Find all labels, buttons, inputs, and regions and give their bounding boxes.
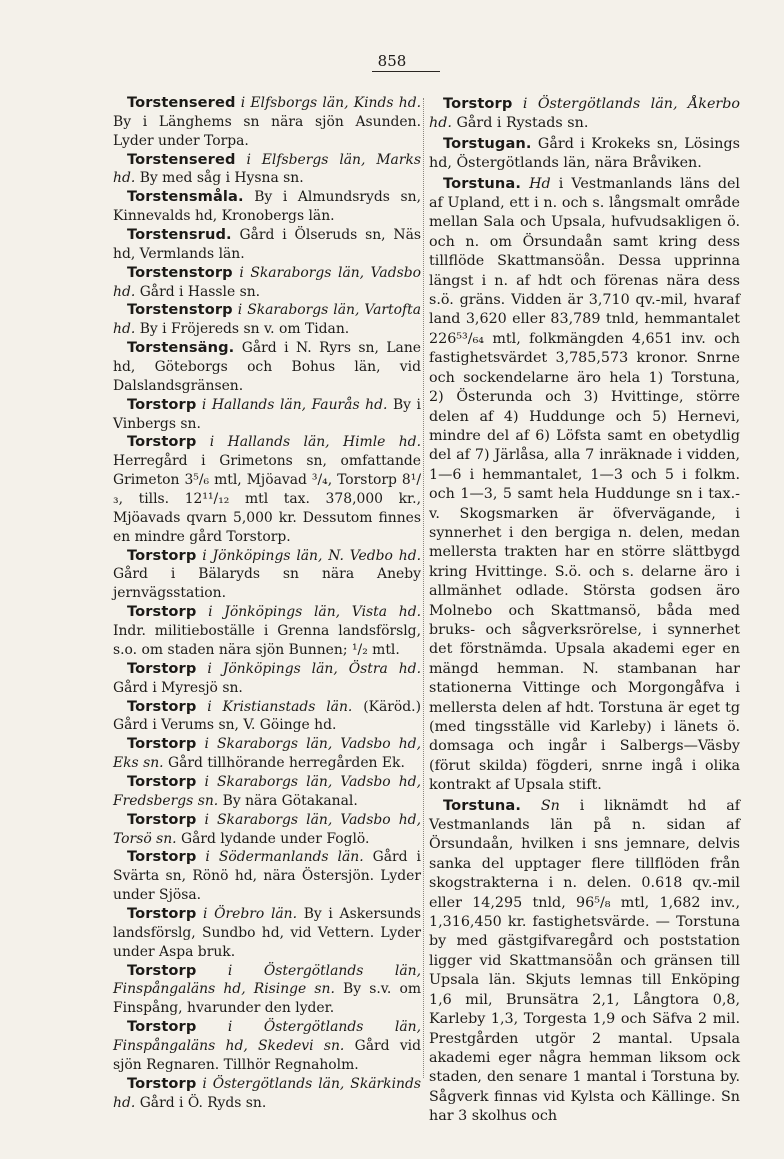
entry-text: i liknämdt hd af Vestmanlands län på n. sidan af Örsundaån, hvilken i sns jemnare, delvis sanka del upptager flere tillflöden från skogstrakterna i n. delen. 0.618 qv.-mil eller 14,295 tnld, 96⁵/₈ mtl, 1,682 inv., 1,316,450 kr. fastighetsvärde. — Torstuna by med gästgifvaregård och poststation ligger vid Skattmansöån och gränsen till Upsala län. Skjuts lemnas till Enköping 1,6 mil, Brunsätra 2,1, Långtora 0,8, Karleby 1,3, Torgesta 1,9 och Säfva 2 mil. Prestgården utgör 2 mantal. Upsala akademi eger några hemman liksom ock staden, den senare 1 mantal i Torstuna by. Sågverk finnas vid Kylsta och Källinge. Sn har 3 skolhus och (429, 797, 741, 1125)
entry-headword: Torstensered (127, 94, 236, 111)
entry-headword: Torstensäng. (127, 339, 235, 357)
entry-location: i Östergötlands län, Åkerbo hd. (429, 96, 741, 132)
entry (113, 698, 421, 736)
entry-text: By i Fröjereds sn v. om Tidan. (139, 321, 350, 338)
right-column (429, 94, 740, 1127)
entry-location: i Skaraborgs län, Vadsbo hd, Torsö sn. (113, 811, 421, 847)
entry-text: Gård tillhörande herregården Ek. (168, 755, 405, 772)
entry-headword: Torstorp (127, 546, 197, 564)
entry-headword: Torstensrud. (127, 226, 232, 244)
entry-text: Gård i Rystads sn. (456, 115, 589, 132)
entry-location: i Kristianstads län. (207, 698, 353, 715)
header-rule (372, 71, 440, 72)
entry-headword: Torstorp (127, 810, 197, 828)
entry-text: Gård i Bälaryds sn nära Aneby jernvägsstation. (113, 566, 421, 602)
entry (113, 773, 421, 811)
entry-headword: Torstorp (127, 961, 197, 979)
entry (113, 603, 421, 660)
entry-headword: Torstorp (127, 603, 197, 621)
entry (113, 811, 421, 849)
entry-text: Indr. militieboställe i Grenna landsförslg, s.o. om staden nära sjön Bunnen; ¹/₂ mtl. (113, 623, 421, 658)
entry (429, 134, 740, 174)
entry (429, 94, 740, 134)
entry-location: i Östergötlands län, Finspångaläns hd, Skedevi sn. (113, 1019, 421, 1054)
entry-text: By s.v. om Finspång, hvarunder den lyder. (113, 981, 421, 1017)
entry-location: Sn (540, 797, 560, 814)
entry-headword: Torstuna. (443, 796, 521, 814)
entry-location: i Jönköpings län, Vista hd. (208, 604, 421, 621)
entry-text: By i Askersunds landsförslg, Sundbo hd, vid Vettern. Lyder under Aspa bruk. (113, 905, 422, 960)
entry-location: i Östergötlands län, Skärkinds hd. (113, 1075, 421, 1111)
entry-location: Hd (529, 175, 551, 192)
entry (113, 264, 421, 302)
entry (113, 226, 421, 264)
entry-headword: Torstorp (127, 433, 197, 451)
entry-headword: Torstorp (127, 395, 197, 413)
entry-text: Gård i Ölseruds sn, Näs hd, Vermlands län. (113, 227, 421, 262)
entry-location: i Skaraborgs län, Vartofta hd. (113, 302, 421, 338)
entry-text: (Käröd.) Gård i Verums sn, V. Göinge hd. (113, 698, 421, 734)
entry-location: i Skaraborgs län, Vadsbo hd. (113, 264, 421, 300)
entry-headword: Torstensmåla. (127, 188, 244, 206)
entry-text: Gård i Myresjö sn. (113, 679, 243, 696)
entry (113, 905, 421, 962)
entry-text: Gård i Krokeks sn, Lösings hd, Östergötlands län, nära Bråviken. (429, 135, 740, 172)
entry-headword: Torstensered (127, 150, 236, 168)
entry-text: By med såg i Hysna sn. (139, 170, 304, 187)
entry-text: Gård i N. Ryrs sn, Lane hd, Göteborgs och Bohus län, vid Dalslandsgränsen. (113, 340, 421, 394)
entry (113, 962, 421, 1019)
entry (113, 735, 421, 773)
entry-headword: Torstorp (127, 904, 197, 922)
entry (113, 339, 421, 396)
entry-text: By nära Götakanal. (222, 792, 358, 809)
entry-location: i Skaraborgs län, Vadsbo hd, Fredsbergs sn. (113, 773, 421, 809)
entry (429, 174, 740, 796)
entry-headword: Torstorp (443, 95, 513, 112)
entry-location: i Södermanlands län. (205, 849, 364, 866)
entry-location: i Jönköpings län, N. Vedbo hd. (202, 547, 422, 564)
entry (113, 1018, 421, 1075)
entry-headword: Torstorp (127, 1018, 197, 1036)
entry (113, 1075, 421, 1113)
entry-text: By i Almundsryds sn, Kinnevalds hd, Kronobergs län. (113, 189, 421, 225)
column-divider (423, 98, 424, 1078)
entry-headword: Torstenstorp (127, 263, 233, 281)
entry-location: i Örebro län. (203, 905, 298, 922)
entry (113, 660, 421, 698)
entry-text: i Vestmanlands läns del af Upland, ett i n. och s. långsmalt område mellan Sala och Upsala, hufvudsakligen ö. och n. om Örsundaån samt kring dess tillflöde Skattmansöån. Dessa upprinna längst i n. af hdt och förenas nära dess s.ö. gräns. Vidden är 3,710 qv.-mil, hvaraf land 3,620 eller 83,789 tnld, hemmantalet 226⁵³/₆₄ mtl, folkmängden 4,651 inv. och fastighetsvärdet 3,785,573 kronor. Snrne och sockendelarne äro hela 1) Torstuna, 2) Österunda och 3) Hvittinge, större delen af 4) Huddunge och 5) Hernevi, mindre del af 6) Löfsta samt en obetydlig del af 7) Järlåsa, alla 7 inräknade i vidden, 1—6 i hemmantalet, 1—3 och 5 i folkm. och 1—3, 5 samt hela Huddunge sn i tax.-v. Skogsmarken är öfvervägande, i synnerhet i den bergiga n. delen, medan mellersta trakten har en större slättbygd kring Hvittinge. S.ö. och s. delarne äro i allmänhet odlade. Största godsen äro Molnebo och Skattmansö, båda med bruks- och sågverksrörelse, i synnerhet det förstnämda. Upsala akademi eger en mängd hemman. N. stambanan har stationerna Vittinge och Morgongåfva i mellersta delen af hdt. Torstuna är eget tg (med tingsställe vid Karleby) i länets ö. domsaga och ingår i Salbergs—Väsby (förut skilda) fögderi, snrne ingå i olika kontrakt af Upsala stift. (429, 175, 741, 794)
entry-headword: Torstorp (127, 735, 197, 753)
entry-text: Gård i Ö. Ryds sn. (139, 1094, 267, 1111)
entry-location: i Elfsborgs län, Kinds hd. (240, 95, 421, 111)
entry-headword: Torstuna. (443, 174, 521, 192)
entry (113, 547, 421, 604)
entry-text: Gård i Svärta sn, Rönö hd, nära Östersjön. Lyder under Sjösa. (113, 849, 421, 904)
entry-headword: Torstugan. (443, 134, 532, 152)
entry (429, 796, 740, 1127)
entry-location: i Elfsbergs län, Marks hd. (113, 151, 422, 187)
entry-location: i Östergötlands län, Finspångaläns hd, Risinge sn. (113, 962, 421, 998)
entry-text: By i Länghems sn nära sjön Asunden. Lyder under Torpa. (113, 113, 421, 149)
entry-headword: Torstorp (127, 1074, 197, 1092)
entry (113, 151, 421, 189)
entry (113, 848, 421, 905)
entry-text: Gård vid sjön Regnaren. Tillhör Regnaholm. (113, 1037, 422, 1073)
entry (113, 94, 421, 151)
entry-location: i Hallands län, Faurås hd. (201, 396, 388, 413)
entry-headword: Torstorp (127, 659, 197, 677)
entry-text: Herregård i Grimetons sn, omfattande Grimeton 3⁵/₆ mtl, Mjöavad ³/₄, Torstorp 8¹/₃, tills. 12¹¹/₁₂ mtl tax. 378,000 kr., Mjöavads qvarn 5,000 kr. Dessutom finnes en mindre gård Torstorp. (113, 453, 421, 545)
entry-headword: Torstorp (127, 848, 197, 866)
entry-text: Gård lydande under Foglö. (181, 830, 370, 847)
entry-headword: Torstorp (127, 697, 197, 715)
entry-location: i Jönköpings län, Östra hd. (207, 660, 421, 677)
entry-headword: Torstenstorp (127, 301, 233, 319)
left-column (113, 94, 421, 1112)
entry-text: By i Vinbergs sn. (113, 396, 421, 432)
entry (113, 433, 421, 546)
entry-location: i Skaraborgs län, Vadsbo hd, Eks sn. (113, 736, 421, 772)
entry (113, 301, 421, 339)
entry-headword: Torstorp (127, 772, 197, 790)
entry-location: i Hallands län, Himle hd. (209, 434, 421, 451)
entry (113, 188, 421, 226)
page-number: 858 (377, 52, 407, 70)
entry (113, 396, 421, 434)
entry-text: Gård i Hassle sn. (139, 283, 261, 300)
